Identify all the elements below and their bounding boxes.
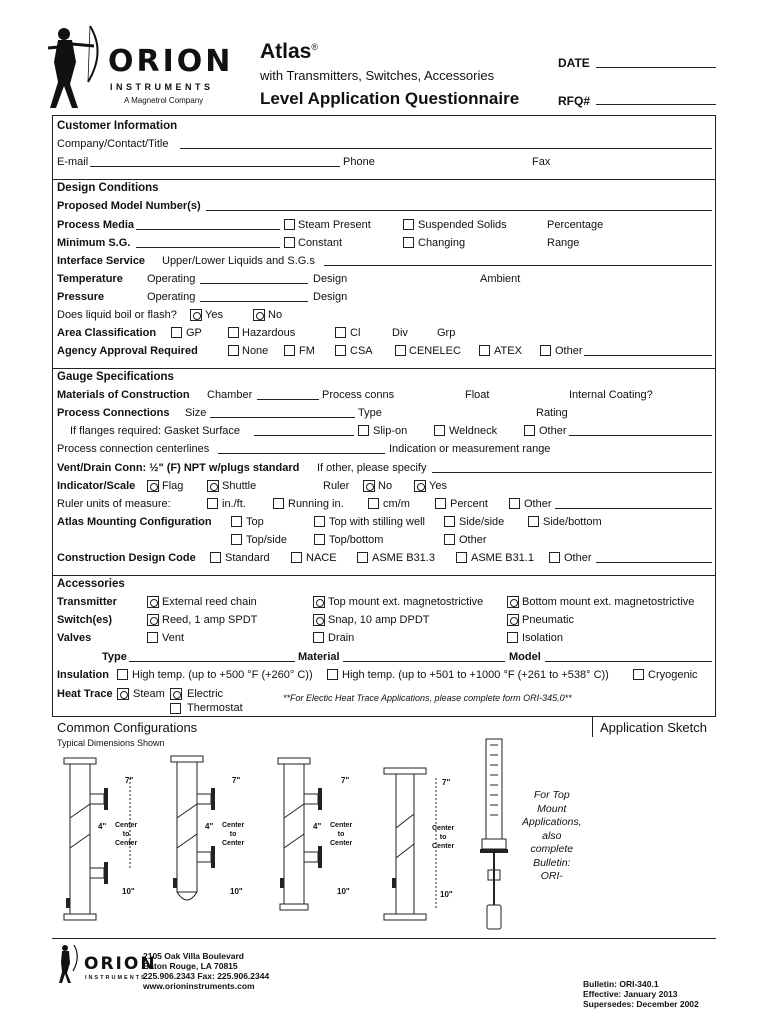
top-mount-note: For Top Mount Applications, also complete Bulletin: ORI- — [522, 789, 582, 882]
gasket-other-checkbox[interactable] — [524, 425, 535, 436]
changing-checkbox[interactable] — [403, 237, 414, 248]
dim-10-3: 10" — [337, 887, 350, 896]
shuttle-label: Shuttle — [222, 480, 257, 492]
chamber-label: Chamber — [207, 389, 253, 401]
agency-other-field[interactable] — [584, 355, 712, 356]
drain-label: Drain — [328, 632, 355, 644]
footer-address1: 2105 Oak Villa Boulevard — [143, 951, 244, 961]
configs-heading: Common Configurations — [57, 720, 198, 735]
form-title: Level Application Questionnaire — [260, 89, 520, 108]
footer-web[interactable]: www.orioninstruments.com — [143, 981, 255, 991]
ext-reed-label: External reed chain — [162, 596, 257, 608]
pneumatic-radio[interactable] — [507, 614, 519, 626]
indication-label: Indication or measurement range — [389, 443, 551, 455]
dim-4-2: 4" — [205, 822, 214, 831]
cryogenic-label: Cryogenic — [648, 669, 698, 681]
footer-brand: ORION — [84, 954, 157, 974]
size-field[interactable] — [210, 417, 355, 418]
units-other-label: Other — [524, 498, 552, 510]
running-in-checkbox[interactable] — [273, 498, 284, 509]
accessories-heading: Accessories — [57, 578, 125, 590]
valve-model-field[interactable] — [545, 661, 712, 662]
temp-operating-label: Operating — [147, 273, 196, 285]
top-label: Top — [246, 516, 264, 528]
process-media-label: Process Media — [57, 219, 135, 231]
constant-checkbox[interactable] — [284, 237, 295, 248]
atex-checkbox[interactable] — [479, 345, 490, 356]
shuttle-radio[interactable] — [207, 480, 219, 492]
grp-label: Grp — [437, 327, 456, 339]
units-other-checkbox[interactable] — [509, 498, 520, 509]
cm-m-label: cm/m — [383, 498, 410, 510]
customer-heading: Customer Information — [57, 120, 178, 132]
if-other-label: If other, please specify — [317, 462, 427, 474]
area-class-label: Area Classification — [57, 327, 157, 339]
dim-7-2: 7" — [232, 776, 241, 785]
high-temp-2-checkbox[interactable] — [327, 669, 338, 680]
phone-label: Phone — [343, 156, 375, 168]
pressure-design-label: Design — [313, 291, 348, 303]
side-bottom-checkbox[interactable] — [528, 516, 539, 527]
temperature-label: Temperature — [57, 273, 123, 285]
constant-label: Constant — [298, 237, 343, 249]
orion-logo — [42, 22, 232, 112]
dim-7-1: 7" — [125, 776, 134, 785]
snap-dpdt-radio[interactable] — [313, 614, 325, 626]
process-conns-label: Process conns — [322, 389, 395, 401]
weldneck-checkbox[interactable] — [434, 425, 445, 436]
gauge-heading: Gauge Specifications — [57, 371, 174, 383]
temp-design-label: Design — [313, 273, 348, 285]
boil-no-radio[interactable] — [253, 309, 265, 321]
model-label: Proposed Model Number(s) — [57, 200, 201, 212]
ruler-no-radio[interactable] — [363, 480, 375, 492]
cm-m-checkbox[interactable] — [368, 498, 379, 509]
boil-yes-radio[interactable] — [190, 309, 202, 321]
insulation-label: Insulation — [57, 669, 109, 681]
rfq-label: RFQ# — [558, 94, 591, 108]
if-other-field[interactable] — [432, 472, 712, 473]
upper-lower-label: Upper/Lower Liquids and S.G.s — [162, 255, 315, 267]
rfq-field[interactable] — [596, 104, 716, 105]
footer-supersedes: Supersedes: December 2002 — [583, 999, 699, 1009]
cryogenic-checkbox[interactable] — [633, 669, 644, 680]
boil-yes-label: Yes — [205, 309, 223, 321]
vent-label: Vent — [162, 632, 185, 644]
percent-label: Percent — [450, 498, 488, 510]
transmitter-label: Transmitter — [57, 596, 117, 608]
ruler-label: Ruler — [323, 480, 350, 492]
valve-type-field[interactable] — [129, 661, 295, 662]
agency-other-label: Other — [555, 345, 583, 357]
standard-label: Standard — [225, 552, 270, 564]
pressure-label: Pressure — [57, 291, 105, 303]
ruler-yes-radio[interactable] — [414, 480, 426, 492]
asme313-checkbox[interactable] — [357, 552, 368, 563]
gasket-field[interactable] — [254, 435, 354, 436]
sketch-heading: Application Sketch — [600, 720, 707, 735]
fm-checkbox[interactable] — [284, 345, 295, 356]
top-mount-label: Top mount ext. magnetostrictive — [328, 596, 484, 608]
steam-radio[interactable] — [117, 688, 129, 700]
top-side-checkbox[interactable] — [231, 534, 242, 545]
min-sg-label: Minimum S.G. — [57, 237, 131, 249]
brand-tagline: A Magnetrol Company — [124, 96, 204, 105]
agency-other-checkbox[interactable] — [540, 345, 551, 356]
boil-flash-label: Does liquid boil or flash? — [57, 309, 177, 321]
interface-service-label: Interface Service — [57, 255, 146, 267]
top-stilling-checkbox[interactable] — [314, 516, 325, 527]
config-diagram-top-bottom — [376, 748, 476, 928]
top-side-label: Top/side — [246, 534, 287, 546]
high-temp-1-checkbox[interactable] — [117, 669, 128, 680]
electric-label: Electric — [187, 688, 224, 700]
valve-type-label: Type — [102, 651, 127, 663]
temp-operating-field[interactable] — [200, 283, 308, 284]
email-field[interactable] — [90, 166, 340, 167]
code-other-checkbox[interactable] — [549, 552, 560, 563]
center-to-center-4: Center to Center — [432, 825, 455, 850]
suspended-solids-label: Suspended Solids — [418, 219, 507, 231]
brand-name: ORION — [108, 44, 234, 79]
footer-divider — [52, 938, 716, 939]
dim-10-1: 10" — [122, 887, 135, 896]
mounting-label: Atlas Mounting Configuration — [57, 516, 212, 528]
process-media-field[interactable] — [136, 229, 280, 230]
isolation-checkbox[interactable] — [507, 632, 518, 643]
vent-checkbox[interactable] — [147, 632, 158, 643]
model-field[interactable] — [206, 210, 712, 211]
type-label: Type — [358, 407, 382, 419]
sketch-divider — [592, 717, 593, 737]
valve-model-label: Model — [509, 651, 541, 663]
mount-other-checkbox[interactable] — [444, 534, 455, 545]
chamber-field[interactable] — [257, 399, 319, 400]
hazardous-label: Hazardous — [242, 327, 296, 339]
ruler-units-label: Ruler units of measure: — [57, 498, 171, 510]
standard-checkbox[interactable] — [210, 552, 221, 563]
asme311-label: ASME B31.1 — [471, 552, 534, 564]
steam-present-checkbox[interactable] — [284, 219, 295, 230]
page-subtitle: with Transmitters, Switches, Accessories — [260, 68, 495, 83]
valve-material-field[interactable] — [343, 661, 505, 662]
steam-present-label: Steam Present — [298, 219, 371, 231]
temp-ambient-label: Ambient — [480, 273, 521, 285]
side-side-checkbox[interactable] — [444, 516, 455, 527]
rating-label: Rating — [536, 407, 568, 419]
materials-label: Materials of Construction — [57, 389, 190, 401]
construction-label: Construction Design Code — [57, 552, 196, 564]
design-heading: Design Conditions — [57, 182, 159, 194]
atex-label: ATEX — [494, 345, 522, 357]
heat-trace-note: **For Electic Heat Trace Applications, please complete form ORI-345.0** — [283, 693, 572, 703]
csa-checkbox[interactable] — [335, 345, 346, 356]
code-other-field[interactable] — [596, 562, 712, 563]
gp-checkbox[interactable] — [171, 327, 182, 338]
date-label: DATE — [558, 56, 590, 70]
email-label: E-mail — [57, 156, 89, 168]
reed-spdt-radio[interactable] — [147, 614, 159, 626]
units-other-field[interactable] — [555, 508, 712, 509]
mount-other-label: Other — [459, 534, 487, 546]
configs-sub: Typical Dimensions Shown — [57, 738, 165, 748]
flag-label: Flag — [162, 480, 184, 492]
hazardous-checkbox[interactable] — [228, 327, 239, 338]
top-mount-radio[interactable] — [313, 596, 325, 608]
suspended-solids-checkbox[interactable] — [403, 219, 414, 230]
dim-10-4: 10" — [440, 890, 453, 899]
heat-trace-label: Heat Trace — [57, 688, 113, 700]
footer-archer-icon — [57, 943, 81, 983]
company-field[interactable] — [180, 148, 712, 149]
company-label: Company/Contact/Title — [57, 138, 169, 150]
bottom-mount-label: Bottom mount ext. magnetostrictive — [522, 596, 695, 608]
drain-checkbox[interactable] — [313, 632, 324, 643]
min-sg-field[interactable] — [136, 247, 280, 248]
ruler-no-label: No — [378, 480, 393, 492]
none-checkbox[interactable] — [228, 345, 239, 356]
div-label: Div — [392, 327, 408, 339]
indicator-scale-label: Indicator/Scale — [57, 480, 136, 492]
config-diagram-side-bottom — [272, 748, 382, 928]
nace-label: NACE — [306, 552, 337, 564]
side-bottom-label: Side/bottom — [543, 516, 602, 528]
valves-label: Valves — [57, 632, 92, 644]
percentage-label: Percentage — [547, 219, 604, 231]
bottom-mount-radio[interactable] — [507, 596, 519, 608]
cenelec-label: CENELEC — [409, 345, 461, 357]
flanges-label: If flanges required: Gasket Surface — [70, 425, 240, 437]
centerlines-field[interactable] — [218, 453, 385, 454]
dim-10-2: 10" — [230, 887, 243, 896]
in-ft-checkbox[interactable] — [207, 498, 218, 509]
pressure-operating-field[interactable] — [200, 301, 308, 302]
asme313-label: ASME B31.3 — [372, 552, 435, 564]
top-checkbox[interactable] — [231, 516, 242, 527]
high-temp-1-label: High temp. (up to +500 °F (+260° C)) — [132, 669, 313, 681]
percent-checkbox[interactable] — [435, 498, 446, 509]
cl-label: Cl — [350, 327, 361, 339]
cl-checkbox[interactable] — [335, 327, 346, 338]
electric-radio[interactable] — [170, 688, 182, 700]
footer-address2: Baton Rouge, LA 70815 — [143, 961, 238, 971]
ext-reed-radio[interactable] — [147, 596, 159, 608]
config-diagram-top-side — [165, 748, 275, 928]
float-label: Float — [465, 389, 490, 401]
reed-spdt-label: Reed, 1 amp SPDT — [162, 614, 258, 626]
nace-checkbox[interactable] — [291, 552, 302, 563]
cenelec-checkbox[interactable] — [395, 345, 406, 356]
config-diagram-side-side — [58, 748, 168, 928]
isolation-label: Isolation — [522, 632, 563, 644]
slip-on-checkbox[interactable] — [358, 425, 369, 436]
pneumatic-label: Pneumatic — [522, 614, 574, 626]
size-label: Size — [185, 407, 207, 419]
dim-7-3: 7" — [341, 776, 350, 785]
csa-label: CSA — [350, 345, 373, 357]
page-title: Atlas® — [260, 40, 318, 63]
steam-label: Steam — [133, 688, 165, 700]
none-label: None — [242, 345, 269, 357]
code-other-label: Other — [564, 552, 592, 564]
gasket-other-field[interactable] — [569, 435, 712, 436]
center-to-center-3: Center to Center — [330, 822, 353, 847]
agency-label: Agency Approval Required — [57, 345, 198, 357]
dim-7-4: 7" — [442, 778, 451, 787]
asme311-checkbox[interactable] — [456, 552, 467, 563]
dim-4-1: 4" — [98, 822, 107, 831]
gp-label: GP — [186, 327, 202, 339]
weldneck-label: Weldneck — [449, 425, 498, 437]
process-connections-label: Process Connections — [57, 407, 170, 419]
top-bottom-label: Top/bottom — [329, 534, 384, 546]
switches-label: Switch(es) — [57, 614, 113, 626]
in-ft-label: in./ft. — [222, 498, 246, 510]
footer-bulletin: Bulletin: ORI-340.1 — [583, 979, 659, 989]
fax-label: Fax — [532, 156, 551, 168]
vent-drain-label: Vent/Drain Conn: ½" (F) NPT w/plugs standard — [57, 462, 300, 474]
pressure-operating-label: Operating — [147, 291, 196, 303]
archer-icon — [42, 22, 112, 112]
high-temp-2-label: High temp. (up to +501 to +1000 °F (+261 to +538° C)) — [342, 669, 609, 681]
center-to-center-2: Center to Center — [222, 822, 245, 847]
date-field[interactable] — [596, 67, 716, 68]
interface-field[interactable] — [324, 265, 712, 266]
running-in-label: Running in. — [288, 498, 344, 510]
thermostat-checkbox[interactable] — [170, 703, 181, 714]
thermostat-label: Thermostat — [187, 702, 243, 714]
top-mount-transmitter-diagram — [478, 735, 518, 935]
top-bottom-checkbox[interactable] — [314, 534, 325, 545]
centerlines-label: Process connection centerlines — [57, 443, 210, 455]
flag-radio[interactable] — [147, 480, 159, 492]
center-to-center-1: Center to Center — [115, 822, 138, 847]
fm-label: FM — [299, 345, 315, 357]
boil-no-label: No — [268, 309, 283, 321]
brand-sub: INSTRUMENTS — [110, 82, 214, 92]
gasket-other-label: Other — [539, 425, 567, 437]
footer-phone: 225.906.2343 Fax: 225.906.2344 — [143, 971, 270, 981]
dim-4-3: 4" — [313, 822, 322, 831]
footer-brand-sub: INSTRUMENTS — [85, 975, 147, 981]
range-label: Range — [547, 237, 580, 249]
snap-dpdt-label: Snap, 10 amp DPDT — [328, 614, 430, 626]
internal-coating-label: Internal Coating? — [569, 389, 653, 401]
valve-material-label: Material — [298, 651, 340, 663]
top-stilling-label: Top with stilling well — [329, 516, 425, 528]
footer-effective: Effective: January 2013 — [583, 989, 678, 999]
changing-label: Changing — [418, 237, 466, 249]
ruler-yes-label: Yes — [429, 480, 447, 492]
slip-on-label: Slip-on — [373, 425, 408, 437]
side-side-label: Side/side — [459, 516, 505, 528]
